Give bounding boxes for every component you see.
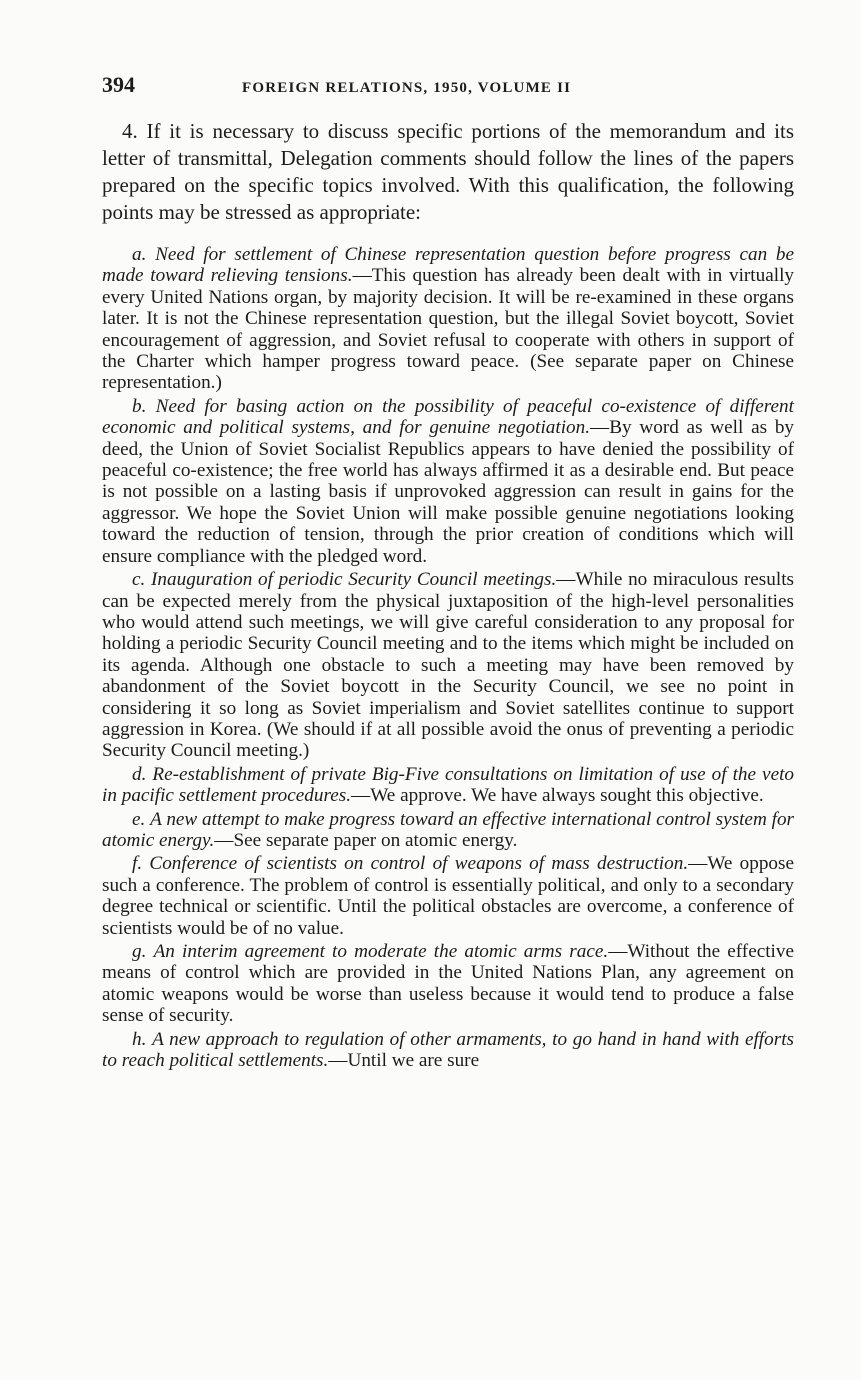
item-f xyxy=(102,853,794,939)
item-c xyxy=(102,569,794,762)
item-h xyxy=(102,1029,794,1072)
item-text: —By word as well as by deed, the Union of Soviet Socialist Republics appears to have denied the possibility of peaceful co-existence; the free world has always affirmed it as a desirable end. But peace is not possible on a lasting basis if unprovoked aggression can result in gains for the aggressor. We hope the Soviet Union will make possible genuine negotiations looking toward the reduction of tension, through the prior creation of conditions which will ensure compliance with the pledged word. xyxy=(102,417,795,567)
intro-paragraph: 4. If it is necessary to discuss specific portions of the memorandum and its letter of transmittal, Delegation comments should follow the lines of the papers prepared on the specific topics involved. With this qualification, the following points may be stressed as appropriate: xyxy=(102,119,794,224)
item-letter: b. xyxy=(132,395,147,417)
item-letter: h. xyxy=(132,1028,147,1050)
item-letter: g. xyxy=(132,941,147,962)
item-text: —While no miraculous results can be expected merely from the physical juxtaposition of the high-level personalities who would attend such meetings, we will give careful consideration to any proposal for holding a periodic Security Council meeting and to the items which might be included on its agenda. Although one obstacle to such a meeting may have been removed by abandonment of the Soviet boycott in the Security Council, we see no point in considering it so long as Soviet imperialism and Soviet satellites continue to support aggression in Korea. (We should if at all possible avoid the onus of preventing a periodic Security Council meeting.) xyxy=(102,569,795,762)
item-title: Need for settlement of Chinese representation question before progress can be made toward relieving tensions. xyxy=(102,244,794,287)
item-text: —We approve. We have always sought this objective. xyxy=(351,785,764,807)
running-head xyxy=(102,72,794,112)
item-title: Need for basing action on the possibility of peaceful co-existence of different economic and political systems, and for genuine negotiation. xyxy=(102,395,794,439)
item-e xyxy=(102,809,794,852)
page-number: 394 xyxy=(102,72,135,97)
running-title: FOREIGN RELATIONS, 1950, VOLUME II xyxy=(242,80,572,96)
item-text: —See separate paper on atomic energy. xyxy=(214,829,518,851)
item-b xyxy=(102,396,794,567)
document-page xyxy=(102,72,794,1071)
item-title: A new attempt to make progress toward an effective international control system for atomic energy. xyxy=(102,808,795,851)
item-g xyxy=(102,941,794,1027)
item-text: —Without the effective means of control which are provided in the United Nations Plan, any agreement on atomic weapons would be worse than useless because it would tend to produce a false sense of security. xyxy=(102,941,795,1027)
item-letter: f. xyxy=(132,853,143,875)
item-title: Conference of scientists on control of weapons of mass destruction. xyxy=(149,853,689,875)
item-d xyxy=(102,764,794,807)
item-letter: e. xyxy=(132,808,146,830)
item-text: —Until we are sure xyxy=(328,1050,480,1072)
item-text: —This question has already been dealt with in virtually every United Nations organ, by majority decision. It will be re-examined in these organs later. It is not the Chinese representation question, but the illegal Soviet boycott, Soviet encouragement of aggression, and Soviet refusal to cooperate with others in support of the Charter which hamper progress toward peace. (See separate paper on Chinese representation.) xyxy=(102,265,794,394)
item-letter: d. xyxy=(132,763,147,785)
item-list xyxy=(102,244,794,1071)
item-title: Inauguration of periodic Security Council meetings. xyxy=(151,569,557,591)
item-letter: a. xyxy=(132,244,147,265)
item-title: Re-establishment of private Big-Five consultations on limitation of use of the veto in pacific settlement procedures. xyxy=(102,763,795,807)
item-title: A new approach to regulation of other armaments, to go hand in hand with efforts to reach political settlements. xyxy=(102,1028,794,1072)
item-a xyxy=(102,244,794,394)
item-text: —We oppose such a conference. The problem of control is essentially political, and only to a secondary degree technical or scientific. Until the political obstacles are overcome, a conference of scientists would be of no value. xyxy=(102,853,795,939)
item-letter: c. xyxy=(132,569,146,591)
item-title: An interim agreement to moderate the atomic arms race. xyxy=(153,941,609,962)
